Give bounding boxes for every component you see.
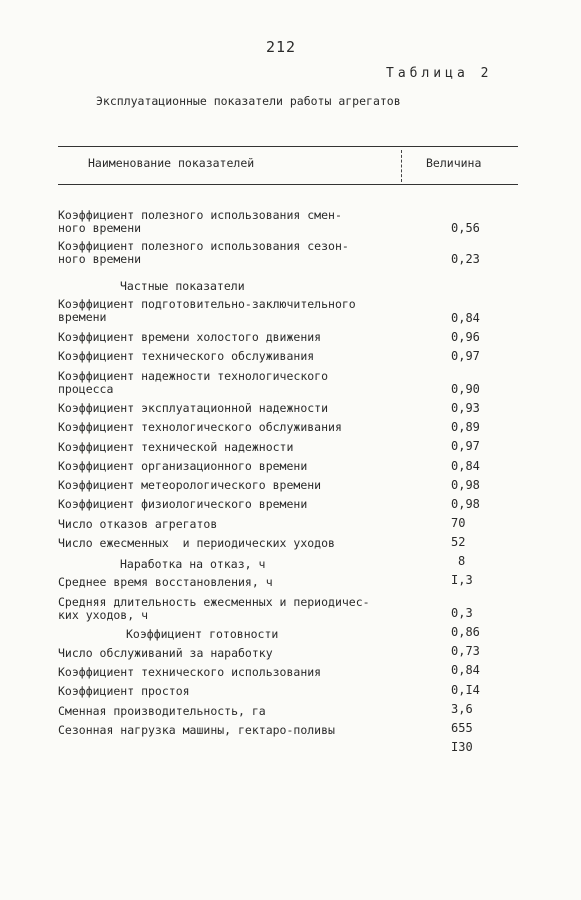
- row-label: Коэффициент метеорологического времени: [58, 478, 322, 492]
- row-value: 0,84: [451, 311, 480, 325]
- row-label: Коэффициент времени холостого движения: [58, 330, 322, 344]
- row-value: 0,97: [451, 349, 480, 363]
- row-label: Коэффициент технической надежности: [58, 440, 294, 454]
- row-value: 0,90: [451, 382, 480, 396]
- row-value: 52: [451, 535, 466, 549]
- row-label: Коэффициент эксплуатационной надежности: [58, 401, 329, 415]
- row-value: I,3: [451, 573, 473, 587]
- row-value: 0,84: [451, 459, 480, 473]
- row-label: Сезонная нагрузка машины, гектаро-поливы: [58, 723, 335, 737]
- table-caption: Эксплуатационные показатели работы агрегатов: [96, 94, 401, 108]
- row-label: Наработка на отказ, ч: [120, 557, 266, 571]
- row-label: Коэффициент надежности технологического процесса: [58, 369, 329, 396]
- header-name-col: Наименование показателей: [88, 156, 255, 170]
- row-label: Коэффициент технологического обслуживания: [58, 420, 342, 434]
- row-value: 0,3: [451, 606, 473, 620]
- row-label: Коэффициент физиологического времени: [58, 497, 308, 511]
- row-value: 0,23: [451, 252, 480, 266]
- row-label: Число обслуживаний за наработку: [58, 646, 273, 660]
- row-label: Коэффициент технического обслуживания: [58, 349, 315, 363]
- page-number: 212: [266, 38, 297, 56]
- section-heading: Частные показатели: [120, 279, 245, 293]
- row-value: 0,89: [451, 420, 480, 434]
- row-label: Коэффициент полезного использования смен- ного времени: [58, 208, 342, 235]
- row-value: 0,73: [451, 644, 480, 658]
- row-label: Коэффициент готовности: [126, 627, 279, 641]
- row-label: Коэффициент простоя: [58, 684, 190, 698]
- row-label: Сменная производительность, га: [58, 704, 266, 718]
- table-label: Таблица 2: [386, 66, 493, 81]
- row-value: 8: [458, 554, 466, 568]
- table-top-rule: [58, 146, 518, 147]
- row-value: 0,96: [451, 330, 480, 344]
- header-value-col: Величина: [426, 156, 482, 170]
- row-label: Коэффициент полезного использования сезон- ного времени: [58, 239, 349, 266]
- row-value: 655: [451, 721, 473, 735]
- row-value: 0,93: [451, 401, 480, 415]
- row-label: Среднее время восстановления, ч: [58, 575, 273, 589]
- row-label: Средняя длительность ежесменных и периодичес- ких уходов, ч: [58, 595, 370, 622]
- row-label: Число ежесменных и периодических уходов: [58, 536, 335, 550]
- row-value: I30: [451, 740, 473, 754]
- row-value: 0,I4: [451, 683, 480, 697]
- row-label: Коэффициент подготовительно-заключительного времени: [58, 297, 356, 324]
- row-label: Число отказов агрегатов: [58, 517, 218, 531]
- row-value: 0,86: [451, 625, 480, 639]
- row-value: 0,56: [451, 221, 480, 235]
- header-bottom-rule: [58, 184, 518, 185]
- header-separator: [401, 150, 402, 182]
- row-value: 0,98: [451, 497, 480, 511]
- row-value: 0,97: [451, 439, 480, 453]
- row-value: 3,6: [451, 702, 473, 716]
- row-label: Коэффициент организационного времени: [58, 459, 308, 473]
- row-value: 0,84: [451, 663, 480, 677]
- row-value: 70: [451, 516, 466, 530]
- row-value: 0,98: [451, 478, 480, 492]
- row-label: Коэффициент технического использования: [58, 665, 322, 679]
